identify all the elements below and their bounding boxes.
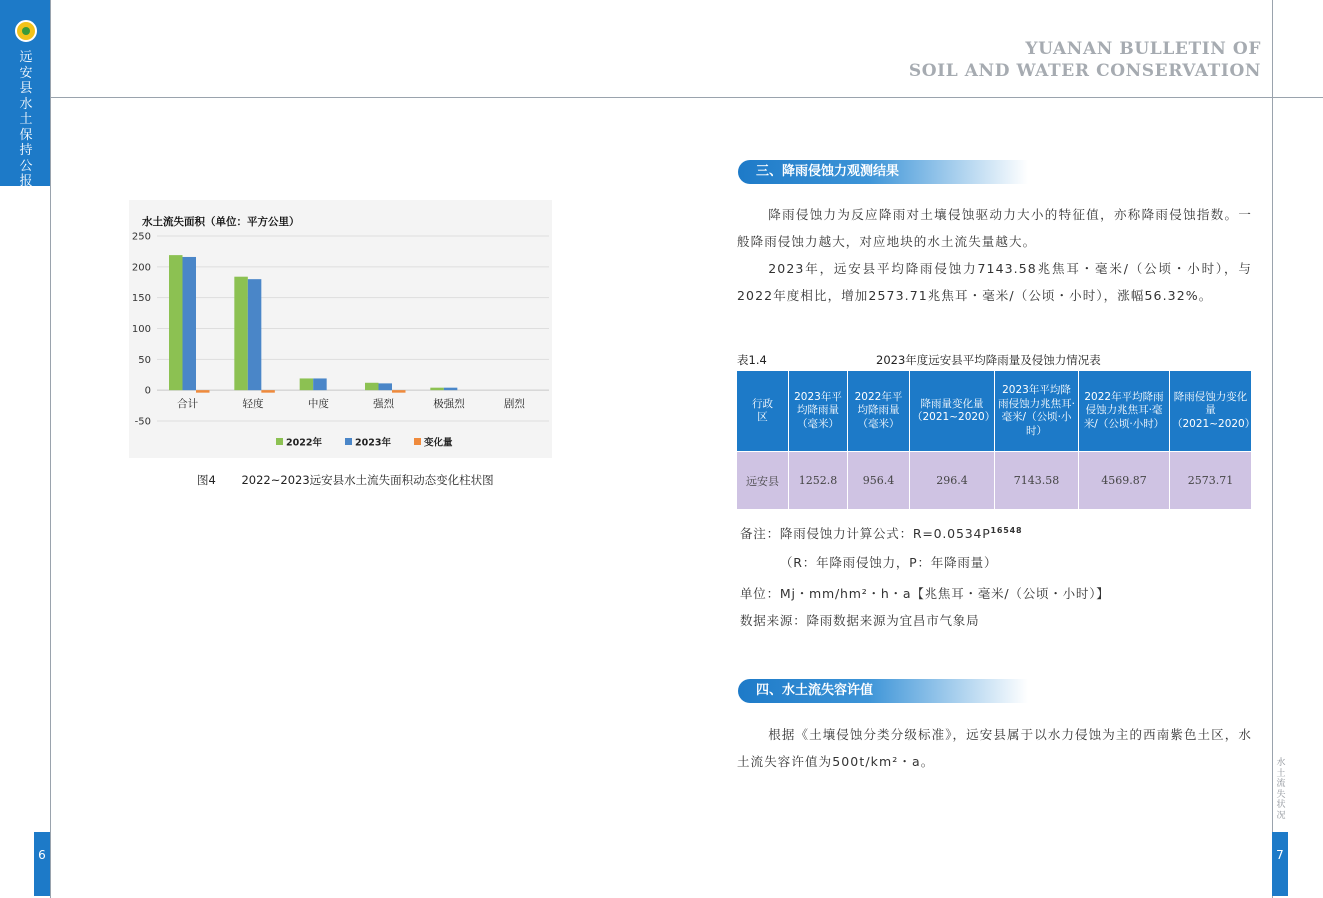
- table-label: 表1.4: [737, 353, 767, 367]
- bar-2023年: [444, 388, 458, 391]
- bar-chart-svg: [129, 200, 552, 458]
- x-tick-label: 轻度: [242, 398, 264, 410]
- unit-note: 单位：Mj・mm/hm²・h・a【兆焦耳・毫米/（公顷・小时）】: [740, 586, 1110, 601]
- rainfall-erosivity-table: [736, 370, 1256, 510]
- table-header-cell: 2023年平均降雨侵蚀力兆焦耳·毫米/（公顷·小时）: [995, 371, 1079, 452]
- y-tick-label: 150: [131, 293, 151, 305]
- bar-变化量: [261, 390, 275, 393]
- y-tick-label: 100: [131, 324, 151, 335]
- table-header-cell: 降雨量变化量（2021~2020）: [910, 371, 995, 452]
- section-heading-tolerance: 四、水土流失容许值: [738, 679, 1028, 703]
- legend-swatch: [414, 438, 421, 445]
- table-header-cell: 2022年平均降雨侵蚀力兆焦耳·毫米/（公顷·小时）: [1079, 371, 1170, 452]
- section4-paragraph: 根据《土壤侵蚀分类分级标准》，远安县属于以水力侵蚀为主的西南紫色土区，水土流失容许值为500t/km²・a。: [737, 727, 1252, 769]
- side-section-label: 水土流失状况: [1276, 758, 1286, 821]
- x-tick-label: 中度: [307, 398, 329, 410]
- legend-label: 2022年: [286, 437, 322, 449]
- bar-2023年: [313, 378, 327, 390]
- y-tick-label: -50: [134, 416, 151, 428]
- section-heading-rainfall-erosivity: 三、降雨侵蚀力观测结果: [738, 160, 1028, 184]
- legend-swatch: [276, 438, 283, 445]
- x-tick-label: 强烈: [373, 398, 395, 410]
- bar-2023年: [379, 383, 393, 390]
- table-header-cell: 行政区: [737, 371, 789, 452]
- table-cell: 2573.71: [1170, 452, 1252, 510]
- table-cell: 296.4: [910, 452, 995, 510]
- figure-number: 图4: [197, 473, 216, 487]
- formula-exponent: 16548: [990, 525, 1023, 535]
- table-header-cell: 降雨侵蚀力变化量（2021~2020）: [1170, 371, 1252, 452]
- emblem-logo-icon: [15, 20, 37, 42]
- table-row: [737, 452, 1252, 510]
- table-header-cell: 2023年平均降雨量（毫米）: [789, 371, 848, 452]
- header-line-1: YUANAN BULLETIN OF: [1025, 39, 1261, 59]
- section4-body: [737, 721, 1252, 775]
- bar-变化量: [196, 390, 210, 393]
- bar-变化量: [392, 390, 406, 393]
- bar-2022年: [169, 255, 183, 390]
- header-rule: [51, 97, 1323, 98]
- y-tick-label: 50: [138, 354, 151, 366]
- figure-caption: [197, 472, 494, 488]
- page-number-left: 6: [34, 832, 50, 896]
- section3-body: [737, 201, 1252, 309]
- y-tick-label: 0: [144, 385, 151, 397]
- y-tick-label: 200: [131, 262, 151, 274]
- bar-2022年: [300, 378, 314, 390]
- table-header-cell: 2022年平均降雨量（毫米）: [848, 371, 910, 452]
- bar-2022年: [430, 388, 444, 391]
- left-divider: [50, 0, 51, 898]
- table-cell: 远安县: [737, 452, 789, 510]
- table-header-row: [737, 371, 1252, 452]
- legend-swatch: [345, 438, 352, 445]
- spine-tab: [0, 0, 50, 189]
- page-number-right: 7: [1272, 832, 1288, 896]
- figure-caption-text: 2022~2023远安县水土流失面积动态变化柱状图: [241, 473, 494, 487]
- bulletin-header: [909, 38, 1261, 82]
- data-source-note: 数据来源：降雨数据来源为宜昌市气象局: [740, 613, 980, 628]
- table-cell: 4569.87: [1079, 452, 1170, 510]
- bar-2023年: [248, 279, 262, 390]
- bar-2022年: [234, 277, 248, 390]
- bar-2022年: [365, 383, 379, 390]
- table-title: 2023年度远安县平均降雨量及侵蚀力情况表: [876, 353, 1101, 367]
- y-tick-label: 250: [131, 231, 151, 243]
- formula-text: 备注：降雨侵蚀力计算公式：R=0.0534P: [740, 526, 991, 541]
- spine-title: 远安县水土保持公报: [19, 50, 33, 189]
- formula-note: [740, 524, 1022, 542]
- section3-paragraph: 降雨侵蚀力为反应降雨对土壤侵蚀驱动力大小的特征值，亦称降雨侵蚀指数。一般降雨侵蚀力越大，对应地块的水土流失量越大。: [737, 207, 1252, 249]
- x-tick-label: 合计: [177, 398, 199, 410]
- x-tick-label: 剧烈: [503, 398, 525, 410]
- right-divider: [1272, 0, 1273, 898]
- bar-chart: [129, 200, 552, 458]
- legend-label: 2023年: [355, 437, 391, 449]
- chart-title: 水土流失面积（单位：平方公里）: [142, 216, 300, 228]
- header-line-2: SOIL AND WATER CONSERVATION: [908, 61, 1261, 81]
- x-tick-label: 极强烈: [433, 398, 465, 410]
- section3-paragraph: 2023年，远安县平均降雨侵蚀力7143.58兆焦耳・毫米/（公顷・小时），与2022年度相比，增加2573.71兆焦耳・毫米/（公顷・小时），涨幅56.32%。: [737, 261, 1252, 303]
- table-cell: 1252.8: [789, 452, 848, 510]
- bar-2023年: [183, 257, 197, 390]
- table-cell: 7143.58: [995, 452, 1079, 510]
- formula-legend: （R：年降雨侵蚀力，P：年降雨量）: [780, 555, 998, 570]
- legend-label: 变化量: [424, 437, 453, 449]
- table-cell: 956.4: [848, 452, 910, 510]
